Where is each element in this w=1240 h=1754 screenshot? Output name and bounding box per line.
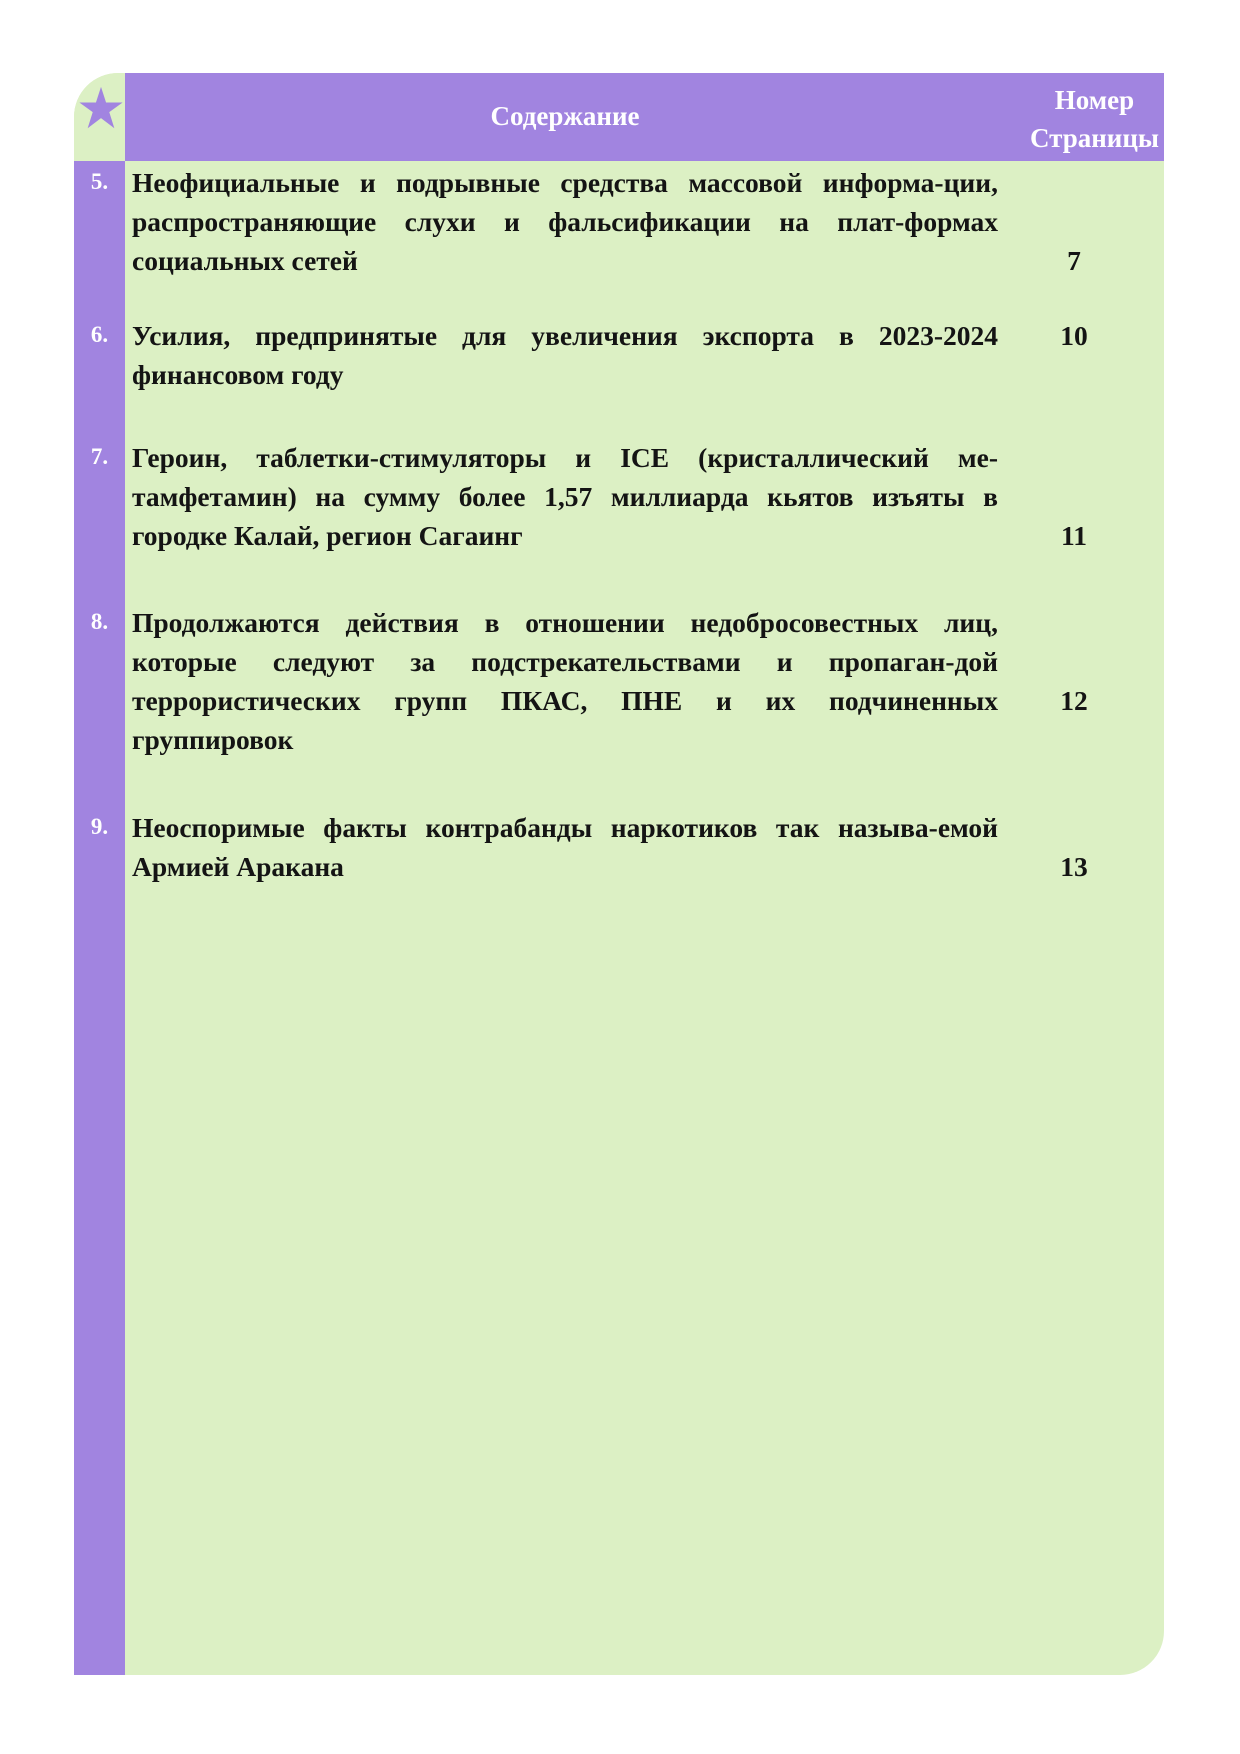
toc-card xyxy=(74,73,1164,1675)
entry-title: Усилия, предпринятые для увеличения экспорта в 2023-2024 финансовом году xyxy=(132,320,998,390)
entry-number: 8. xyxy=(90,609,109,634)
entry-title: Продолжаются действия в отношении недобросовестных лиц, которые следуют за подстрекательствами и пропаган-дой террористических групп ПКАС, ПНЕ и их подчиненных группировок xyxy=(132,607,998,755)
header-page-number xyxy=(1025,81,1164,157)
entry-page: 12 xyxy=(1060,685,1088,716)
entry-title: Героин, таблетки-стимуляторы и ICE (кристаллический ме-тамфетамин) на сумму более 1,57 миллиарда кьятов изъяты в городке Калай, регион Сагаинг xyxy=(132,442,998,551)
table-header xyxy=(125,73,1164,161)
entry-page: 11 xyxy=(1061,520,1087,551)
header-page-line2: Страницы xyxy=(1029,123,1159,153)
entry-number: 6. xyxy=(90,322,109,347)
entry-number: 9. xyxy=(90,814,109,839)
header-title: Содержание xyxy=(490,101,640,131)
corner-cell xyxy=(74,73,125,161)
entry-page: 13 xyxy=(1060,851,1088,882)
entry-number: 5. xyxy=(90,169,109,194)
number-column xyxy=(74,161,125,1675)
entry-title: Неоспоримые факты контрабанды наркотиков так называ-емой Армией Аракана xyxy=(132,812,998,882)
entry-page: 7 xyxy=(1067,245,1081,276)
entry-page: 10 xyxy=(1060,320,1088,351)
star-icon xyxy=(78,85,124,131)
header-page-line1: Номер xyxy=(1054,85,1135,115)
entry-title: Неофициальные и подрывные средства массовой информа-ции, распространяющие слухи и фальсификации на плат-формах социальных сетей xyxy=(132,167,998,276)
entry-number: 7. xyxy=(90,444,109,469)
